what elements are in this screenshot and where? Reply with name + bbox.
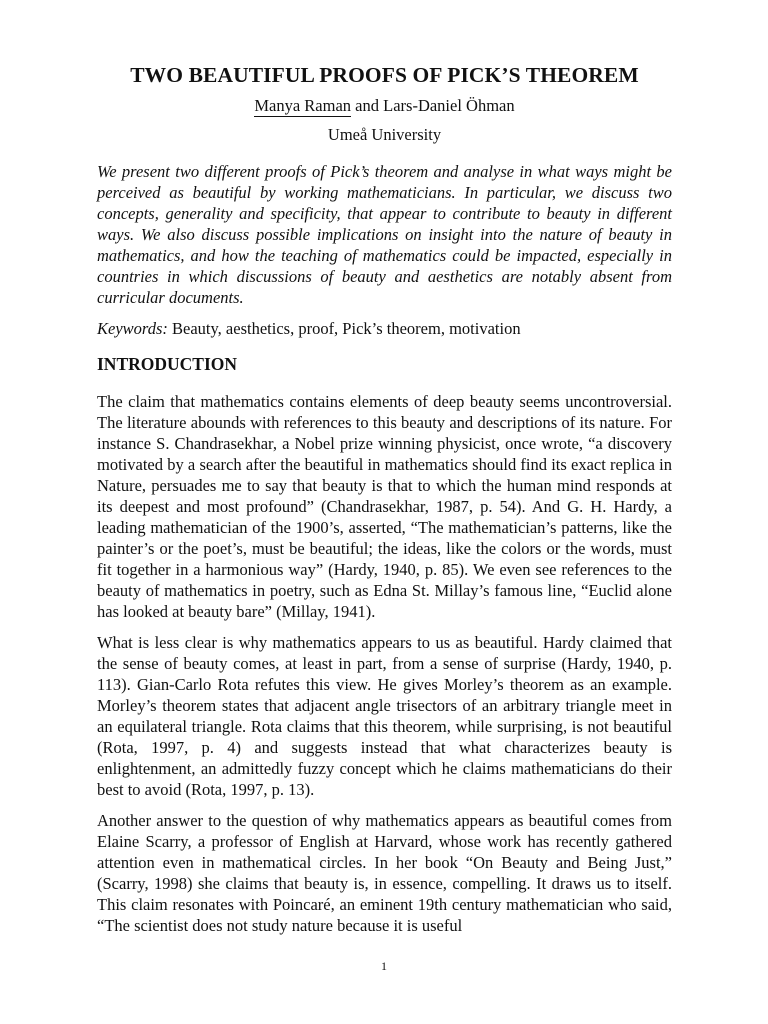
keywords-label: Keywords:: [97, 319, 168, 338]
keywords: [97, 318, 672, 339]
paragraph-2: What is less clear is why mathematics appears to us as beautiful. Hardy claimed that the sense of beauty comes, at least in part, from a sense of surprise (Hardy, 1940, p. 113). Gian-Carlo Rota refutes this view. He gives Morley’s theorem as an example. Morley’s theorem states that adjacent angle trisectors of an arbitrary triangle meet in an equilateral triangle. Rota claims that this theorem, while surprising, is not beautiful (Rota, 1997, p. 4) and suggests instead that what characterizes beauty is enlightenment, an admittedly fuzzy concept which he claims mathematicians do their best to avoid (Rota, 1997, p. 13).: [97, 633, 672, 799]
author-line: [97, 94, 672, 118]
page-number: 1: [381, 959, 387, 973]
paragraph-1: The claim that mathematics contains elements of deep beauty seems uncontroversial. The literature abounds with references to this beauty and descriptions of its nature. For instance S. Chandrasekhar, a Nobel prize winning physicist, once wrote, “a discovery motivated by a search after the beautiful in mathematics should find its exact replica in Nature, persuades me to say that beauty is that to which the human mind responds at its deepest and most profound” (Chandrasekhar, 1987, p. 54). And G. H. Hardy, a leading mathematician of the 1900’s, asserted, “The mathematician’s patterns, like the painter’s or the poet’s, must be beautiful; the ideas, like the colors or the words, must fit together in a harmonious way” (Hardy, 1940, p. 85). We even see references to the beauty of mathematics in poetry, such as Edna St. Millay’s famous line, “Euclid alone has looked at beauty bare” (Millay, 1941).: [97, 392, 672, 621]
keywords-text: Beauty, aesthetics, proof, Pick’s theorem, motivation: [167, 319, 521, 338]
paragraph-3: Another answer to the question of why mathematics appears as beautiful comes from Elaine Scarry, a professor of English at Harvard, whose work has recently gathered attention even in mathematical circles. In her book “On Beauty and Being Just,” (Scarry, 1998) she claims that beauty is, in essence, compelling. It draws us to itself. This claim resonates with Poincaré, an eminent 19th century mathematician who said, “The scientist does not study nature because it is useful: [97, 811, 672, 935]
paper-title: TWO BEAUTIFUL PROOFS OF PICK’S THEOREM: [130, 63, 639, 87]
abstract: We present two different proofs of Pick’s theorem and analyse in what ways might be perceived as beautiful by working mathematicians. In particular, we discuss two concepts, generality and specificity, that appear to contribute to beauty in different ways. We also discuss possible implications on insight into the nature of beauty in mathematics, and how the teaching of mathematics could be impacted, especially in countries in which discussions of beauty and aesthetics are notably absent from curricular documents.: [97, 162, 672, 307]
author-first: Manya Raman: [254, 96, 352, 115]
affiliation: Umeå University: [327, 125, 442, 144]
paper-page: [97, 60, 672, 936]
author-second: Lars-Daniel Öhman: [383, 96, 515, 115]
section-heading: INTRODUCTION: [97, 354, 238, 374]
author-connector: and: [351, 96, 384, 115]
